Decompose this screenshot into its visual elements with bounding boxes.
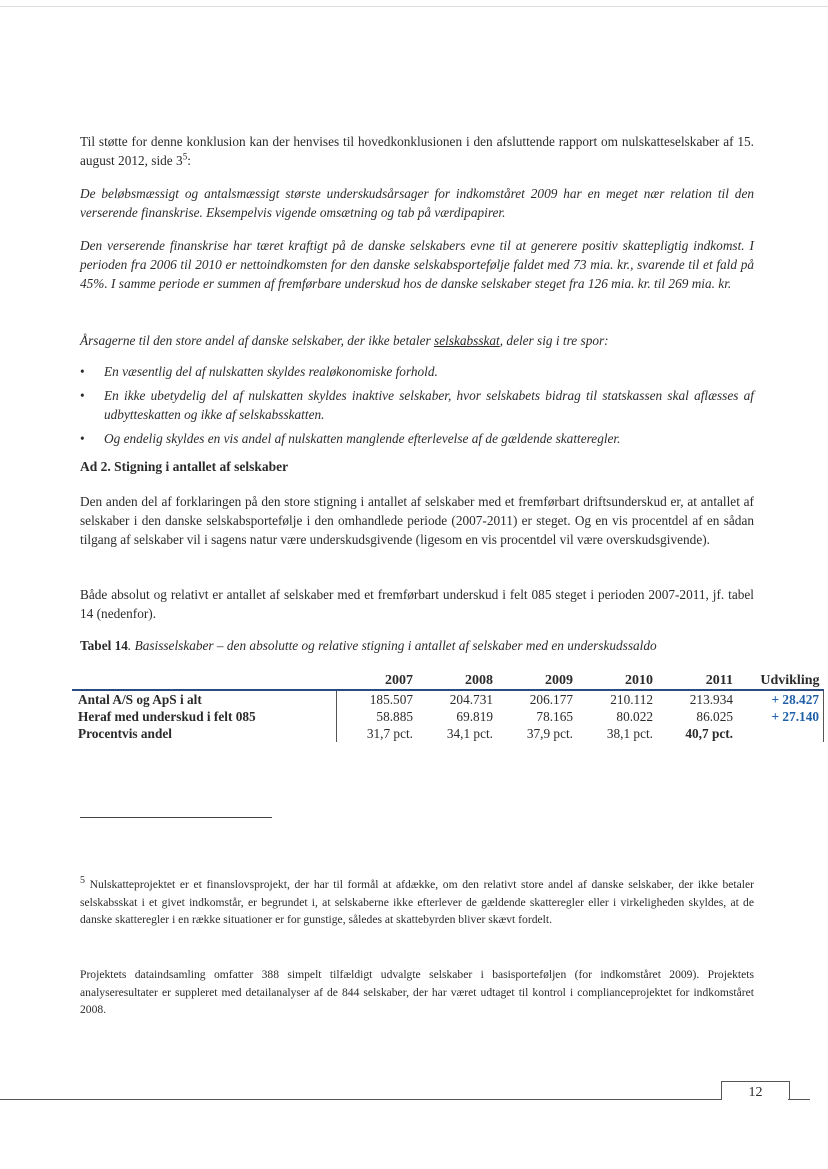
change-cell: + 27.140 bbox=[737, 708, 824, 725]
bullet-list bbox=[80, 362, 754, 453]
table-cell: 185.507 bbox=[337, 690, 418, 708]
body-paragraph-1: Den anden del af forklaringen på den store stigning i antallet af selskaber med et fremførbart driftsunderskud er, at antallet af selskaber i den danske selskabsportefølje i den omhandlede periode (2007-2011) er steget. Og en vis procentdel af en sådan tilgang af selskaber vil i sagens natur være underskudsgivende (ligesom en vis procentdel vil være overskudsgivende). bbox=[80, 494, 754, 547]
table-caption: Tabel 14. Basisselskaber – den absolutte og relative stigning i antallet af selskaber med en underskudssaldo bbox=[80, 638, 657, 653]
row-label: Antal A/S og ApS i alt bbox=[78, 692, 202, 707]
table-row bbox=[72, 725, 824, 742]
table-header-row bbox=[72, 672, 824, 690]
footer-line-right bbox=[788, 1099, 810, 1100]
col-header: 2010 bbox=[577, 672, 657, 690]
row-label: Procentvis andel bbox=[78, 726, 172, 741]
quote-paragraph-2: Den verserende finanskrise har tæret kraftigt på de danske selskabers evne til at generere positiv skattepligtig indkomst. I perioden fra 2006 til 2010 er nettoindkomsten for den danske selskabsportefølje faldet med 73 mia. kr., svarende til et fald på 45%. I samme periode er summen af fremførbare underskud hos de danske selskaber steget fra 126 mia. kr. til 269 mia. kr. bbox=[80, 238, 754, 291]
table-row bbox=[72, 690, 824, 708]
table-cell: 213.934 bbox=[689, 692, 733, 707]
table-cell: 40,7 pct. bbox=[685, 726, 733, 741]
table-cell: 69.819 bbox=[456, 709, 493, 724]
row-label: Heraf med underskud i felt 085 bbox=[78, 709, 256, 724]
data-table bbox=[72, 672, 824, 742]
table-cell: 80.022 bbox=[616, 709, 653, 724]
page-number: 12 bbox=[721, 1081, 790, 1100]
bullet-item: • Og endelig skyldes en vis andel af nulskatten manglende efterlevelse af de gældende skatteregler. bbox=[80, 431, 621, 446]
table-cell: 37,9 pct. bbox=[526, 726, 573, 741]
bullet-item: • En væsentlig del af nulskatten skyldes realøkonomiske forhold. bbox=[80, 364, 438, 379]
footnote-separator bbox=[80, 817, 272, 818]
table-cell: 58.885 bbox=[337, 708, 418, 725]
footnote-5: $^5$ Nulskatteprojektet er et finanslovsprojekt, der har til formål at afdække, om den relativt store andel af danske selskaber, der ikke betaler selskabsskat i et givet indkomstår, er begrundet i, at selskaberne ikke efterlever de gældende skatteregler eller i virkeligheden skyldes, at de danske skatteregler i en række situationer er for gunstige, således at skattebyrden bliver skævt fordelt. bbox=[80, 875, 754, 926]
col-header: Udvikling bbox=[737, 672, 824, 690]
intro-paragraph: Til støtte for denne konklusion kan der henvises til hovedkonklusionen i den afsluttende rapport om nulskatteselskaber af 15. august 2012, side $3^5$: bbox=[80, 134, 754, 168]
table-cell: 38,1 pct. bbox=[606, 726, 653, 741]
table-cell: 34,1 pct. bbox=[446, 726, 493, 741]
top-edge-line bbox=[0, 6, 828, 7]
footnote-number: 5 bbox=[80, 875, 85, 887]
quote-paragraph-3: Årsagerne til den store andel af danske selskaber, der ikke betaler selskabsskat, deler sig i tre spor: bbox=[80, 333, 609, 348]
col-header: 2007 bbox=[337, 672, 418, 690]
footnote-ref: 5 bbox=[182, 151, 188, 162]
selskabsskat-link[interactable]: selskabsskat bbox=[434, 333, 500, 348]
quote-paragraph-1: De beløbsmæssigt og antalsmæssigt største underskudsårsager for indkomståret 2009 har en meget nær relation til den verserende finanskrise. Eksempelvis vigende omsætning og tab på værdipapirer. bbox=[80, 186, 754, 220]
table-row bbox=[72, 708, 824, 725]
table-cell: 204.731 bbox=[449, 692, 493, 707]
col-header: 2011 bbox=[657, 672, 737, 690]
change-cell: + 28.427 bbox=[737, 690, 824, 708]
table-cell: 206.177 bbox=[529, 692, 573, 707]
footnote-5-continued: Projektets dataindsamling omfatter 388 simpelt tilfældigt udvalgte selskaber i basisporteføljen (for indkomståret 2009). Projektets analyseresultater er suppleret med detailanalyser af de 844 selskaber, der har været udtaget til kontrol i complianceprojektet for indkomståret 2008. bbox=[80, 968, 754, 1016]
table-cell: 210.112 bbox=[610, 692, 653, 707]
table-cell: 86.025 bbox=[696, 709, 733, 724]
footer-line bbox=[0, 1099, 722, 1100]
table-cell: 31,7 pct. bbox=[337, 725, 418, 742]
bullet-item: • En ikke ubetydelig del af nulskatten skyldes inaktive selskaber, hvor selskabets bidrag til statskassen skal aflæsses af udbytteskatten og ikke af selskabsskatten. bbox=[80, 388, 754, 422]
col-header: 2008 bbox=[417, 672, 497, 690]
section-heading: Ad 2. Stigning i antallet af selskaber bbox=[80, 459, 289, 474]
change-cell bbox=[737, 725, 824, 742]
body-paragraph-2: Både absolut og relativt er antallet af selskaber med et fremførbart underskud i felt 085 steget i perioden 2007-2011, jf. tabel 14 (nedenfor). bbox=[80, 587, 754, 621]
col-header: 2009 bbox=[497, 672, 577, 690]
table-cell: 78.165 bbox=[536, 709, 573, 724]
